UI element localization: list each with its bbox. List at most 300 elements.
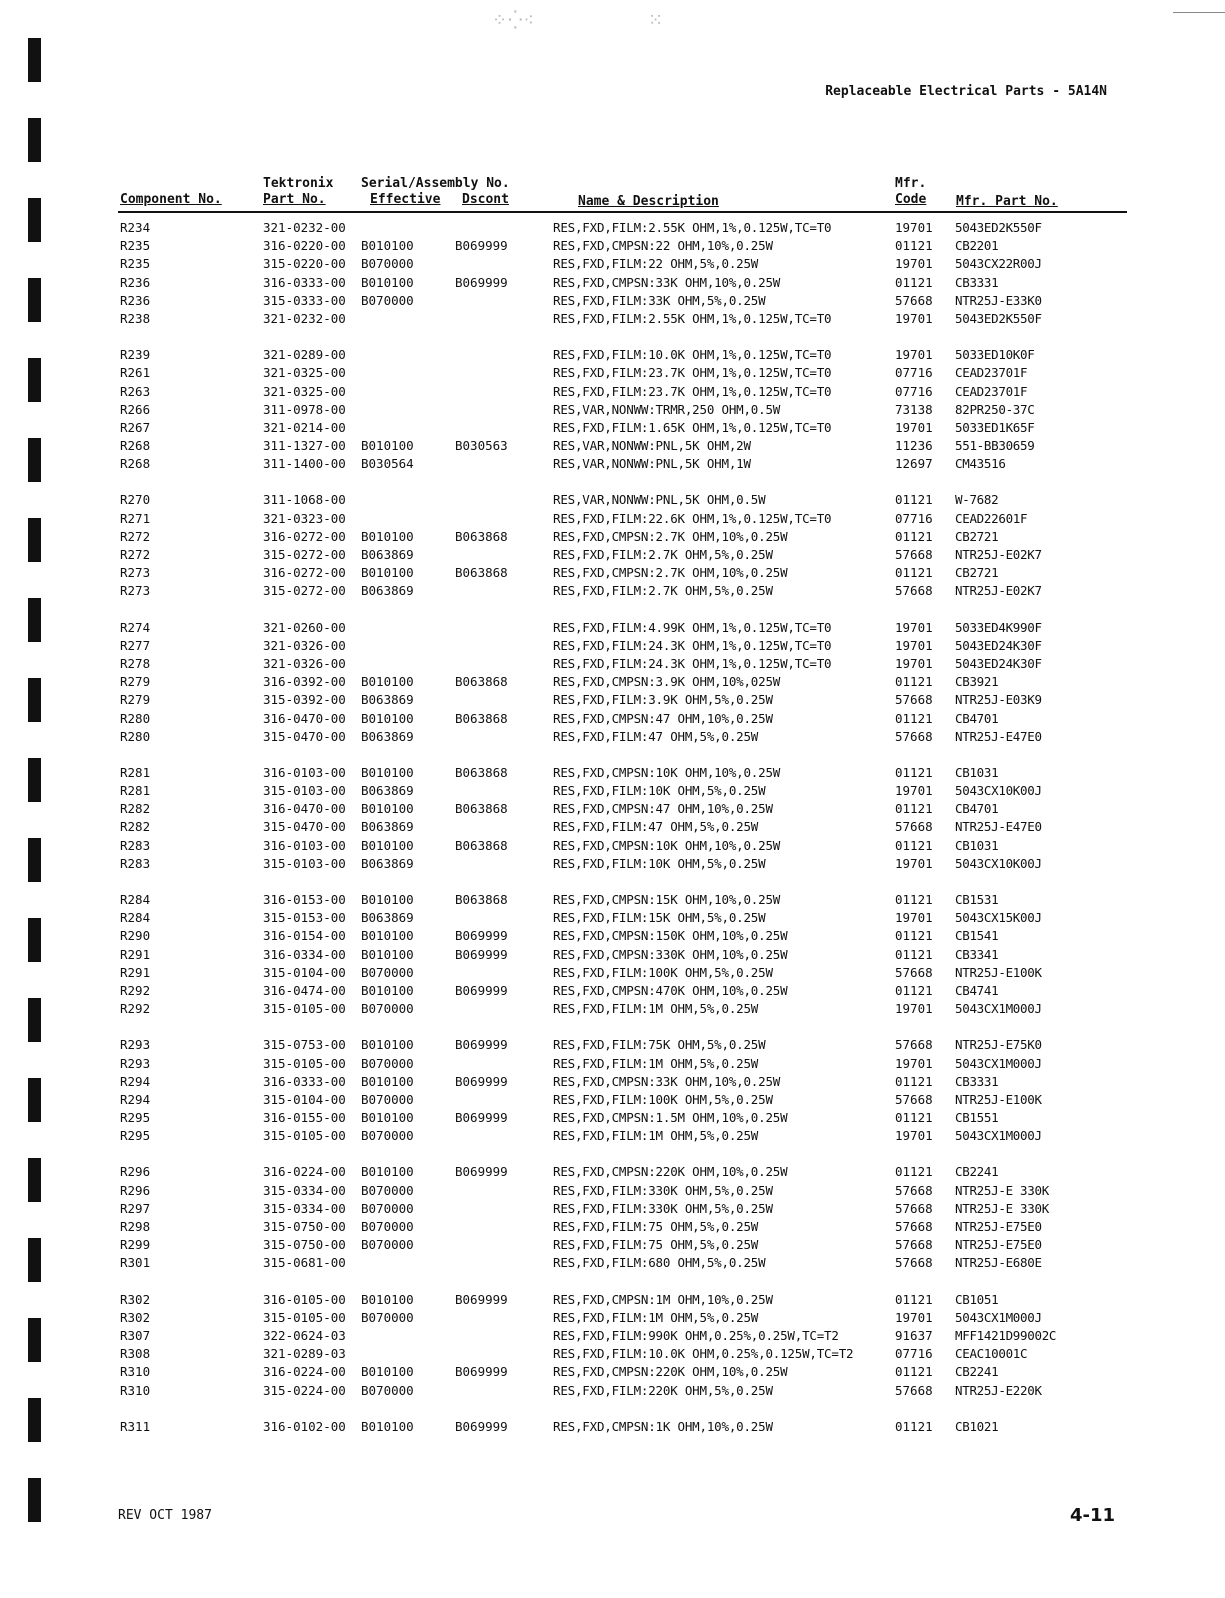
table-row — [0, 438, 1225, 456]
serial-dscont: B069999 — [455, 1073, 508, 1089]
mfr-part-no: 5043CX22R00J — [955, 256, 1042, 272]
serial-effective: B010100 — [361, 238, 414, 254]
name-description: RES,FXD,FILM:33K OHM,5%,0.25W — [553, 292, 766, 308]
mfr-code: 01121 — [895, 1110, 933, 1126]
mfr-part-no: CM43516 — [955, 456, 1006, 472]
serial-effective: B010100 — [361, 1073, 414, 1089]
table-row — [0, 1110, 1225, 1128]
mfr-part-no: CB1531 — [955, 892, 999, 907]
scan-artifact: ⁙ — [648, 10, 665, 31]
serial-effective: B070000 — [361, 292, 414, 308]
mfr-part-no: NTR25J-E02K7 — [955, 547, 1042, 562]
component-no: R296 — [120, 1182, 151, 1198]
mfr-code: 19701 — [895, 419, 933, 435]
part-no: 316-0333-00 — [263, 1073, 346, 1089]
component-no: R284 — [120, 910, 151, 926]
mfr-code: 01121 — [895, 238, 933, 254]
name-description: RES,FXD,FILM:47 OHM,5%,0.25W — [553, 819, 759, 835]
serial-dscont: B030563 — [455, 438, 508, 454]
name-description: RES,VAR,NONWW:PNL,5K OHM,0.5W — [553, 492, 766, 508]
serial-effective: B010100 — [361, 837, 414, 853]
serial-effective: B010100 — [361, 982, 414, 998]
serial-effective: B010100 — [361, 528, 414, 544]
row-group — [0, 1164, 1225, 1273]
table-row — [0, 1001, 1225, 1019]
component-no: R294 — [120, 1073, 151, 1089]
component-no: R236 — [120, 274, 151, 290]
mfr-code: 57668 — [895, 692, 933, 708]
serial-dscont: B063868 — [455, 837, 508, 853]
table-row — [0, 1328, 1225, 1346]
mfr-part-no: CB1051 — [955, 1291, 999, 1307]
mfr-code: 57668 — [895, 583, 933, 599]
name-description: RES,FXD,CMPSN:3.9K OHM,10%,025W — [553, 674, 781, 690]
mfr-part-no: CB3921 — [955, 674, 999, 690]
mfr-code: 57668 — [895, 1037, 933, 1053]
part-no: 316-0103-00 — [263, 764, 346, 780]
page-number: 4-11 — [1070, 1505, 1116, 1526]
name-description: RES,FXD,CMPSN:47 OHM,10%,0.25W — [553, 801, 773, 817]
name-description: RES,FXD,FILM:1M OHM,5%,0.25W — [553, 1128, 759, 1144]
name-description: RES,FXD,FILM:2.55K OHM,1%,0.125W,TC=T0 — [553, 310, 832, 326]
table-row — [0, 711, 1225, 729]
part-no: 316-0224-00 — [263, 1164, 346, 1180]
mfr-part-no: CB1021 — [955, 1418, 999, 1434]
parts-table — [0, 220, 1225, 1455]
name-description: RES,FXD,FILM:23.7K OHM,1%,0.125W,TC=T0 — [553, 383, 832, 399]
serial-dscont: B063868 — [455, 710, 508, 726]
part-no: 315-0220-00 — [263, 256, 346, 272]
mfr-code: 19701 — [895, 1128, 933, 1144]
table-row — [0, 656, 1225, 674]
table-row — [0, 492, 1225, 510]
component-no: R263 — [120, 383, 151, 399]
table-row — [0, 692, 1225, 710]
part-no: 315-0224-00 — [263, 1382, 346, 1398]
table-row — [0, 1092, 1225, 1110]
mfr-code: 57668 — [895, 1382, 933, 1398]
component-no: R307 — [120, 1327, 151, 1343]
row-group — [0, 492, 1225, 601]
mfr-part-no: 5043CX15K00J — [955, 910, 1042, 926]
mfr-code: 01121 — [895, 565, 933, 581]
name-description: RES,FXD,FILM:75K OHM,5%,0.25W — [553, 1037, 766, 1053]
mfr-code: 01121 — [895, 946, 933, 962]
table-row — [0, 238, 1225, 256]
name-description: RES,FXD,CMPSN:10K OHM,10%,0.25W — [553, 837, 781, 853]
name-description: RES,VAR,NONWW:TRMR,250 OHM,0.5W — [553, 401, 781, 417]
part-no: 315-0272-00 — [263, 583, 346, 599]
component-no: R235 — [120, 238, 151, 254]
name-description: RES,FXD,CMPSN:470K OHM,10%,0.25W — [553, 982, 788, 998]
component-no: R292 — [120, 982, 151, 998]
serial-dscont: B069999 — [455, 274, 508, 290]
mfr-code: 57668 — [895, 1219, 933, 1234]
name-description: RES,FXD,FILM:22 OHM,5%,0.25W — [553, 256, 759, 272]
mfr-code: 01121 — [895, 1073, 933, 1089]
serial-dscont: B063868 — [455, 674, 508, 690]
row-group — [0, 1419, 1225, 1437]
name-description: RES,FXD,FILM:10.0K OHM,1%,0.125W,TC=T0 — [553, 347, 832, 363]
table-row — [0, 620, 1225, 638]
component-no: R297 — [120, 1200, 151, 1216]
name-description: RES,FXD,FILM:100K OHM,5%,0.25W — [553, 964, 773, 980]
component-no: R310 — [120, 1364, 151, 1380]
serial-effective: B063869 — [361, 583, 414, 599]
serial-effective: B070000 — [361, 964, 414, 980]
serial-dscont: B069999 — [455, 1164, 508, 1180]
component-no: R292 — [120, 1001, 151, 1017]
component-no: R266 — [120, 401, 151, 417]
name-description: RES,FXD,CMPSN:150K OHM,10%,0.25W — [553, 928, 788, 944]
component-no: R311 — [120, 1418, 151, 1434]
revision-date: REV OCT 1987 — [118, 1508, 212, 1523]
part-no: 316-0102-00 — [263, 1418, 346, 1434]
part-no: 311-1327-00 — [263, 438, 346, 454]
mfr-code: 11236 — [895, 438, 933, 454]
mfr-code: 57668 — [895, 1200, 933, 1216]
component-no: R284 — [120, 892, 151, 907]
mfr-part-no: CB2241 — [955, 1164, 999, 1180]
table-row — [0, 1164, 1225, 1182]
table-row — [0, 1292, 1225, 1310]
serial-effective: B010100 — [361, 764, 414, 780]
mfr-part-no: 5043ED24K30F — [955, 637, 1042, 653]
mfr-code: 01121 — [895, 892, 933, 907]
scan-edge-line — [1173, 12, 1225, 13]
mfr-part-no: CB2721 — [955, 565, 999, 581]
mfr-part-no: NTR25J-E33K0 — [955, 292, 1042, 308]
mfr-code: 01121 — [895, 982, 933, 998]
serial-effective: B010100 — [361, 438, 414, 454]
mfr-code: 07716 — [895, 510, 933, 526]
serial-effective: B063869 — [361, 547, 414, 562]
table-row — [0, 347, 1225, 365]
table-row — [0, 311, 1225, 329]
name-description: RES,FXD,FILM:24.3K OHM,1%,0.125W,TC=T0 — [553, 655, 832, 671]
mfr-part-no: NTR25J-E75E0 — [955, 1237, 1042, 1253]
table-row — [0, 838, 1225, 856]
part-no: 316-0470-00 — [263, 710, 346, 726]
serial-effective: B010100 — [361, 1418, 414, 1434]
part-no: 315-0105-00 — [263, 1309, 346, 1325]
binder-mark — [28, 118, 41, 162]
name-description: RES,FXD,FILM:1M OHM,5%,0.25W — [553, 1055, 759, 1071]
table-row — [0, 384, 1225, 402]
mfr-code: 01121 — [895, 764, 933, 780]
mfr-code: 01121 — [895, 492, 933, 508]
table-row — [0, 729, 1225, 747]
name-description: RES,FXD,FILM:15K OHM,5%,0.25W — [553, 910, 766, 926]
mfr-part-no: CB3341 — [955, 946, 999, 962]
part-no: 315-0470-00 — [263, 728, 346, 744]
mfr-part-no: 5043CX1M000J — [955, 1128, 1042, 1144]
serial-effective: B063869 — [361, 692, 414, 708]
table-row — [0, 1383, 1225, 1401]
component-no: R279 — [120, 692, 151, 708]
mfr-part-no: CB3331 — [955, 274, 999, 290]
mfr-code: 19701 — [895, 1001, 933, 1017]
part-no: 316-0272-00 — [263, 565, 346, 581]
name-description: RES,FXD,FILM:4.99K OHM,1%,0.125W,TC=T0 — [553, 619, 832, 635]
mfr-part-no: 551-BB30659 — [955, 438, 1035, 454]
part-no: 315-0104-00 — [263, 1091, 346, 1107]
component-no: R299 — [120, 1237, 151, 1253]
mfr-part-no: NTR25J-E 330K — [955, 1182, 1049, 1198]
part-no: 316-0334-00 — [263, 946, 346, 962]
table-row — [0, 1219, 1225, 1237]
row-group — [0, 1292, 1225, 1401]
mfr-code: 01121 — [895, 928, 933, 944]
serial-dscont: B069999 — [455, 1110, 508, 1126]
serial-dscont: B069999 — [455, 946, 508, 962]
mfr-part-no: NTR25J-E75K0 — [955, 1037, 1042, 1053]
mfr-code: 57668 — [895, 292, 933, 308]
part-no: 321-0232-00 — [263, 310, 346, 326]
mfr-code: 01121 — [895, 528, 933, 544]
mfr-part-no: 5043CX10K00J — [955, 855, 1042, 871]
table-row — [0, 275, 1225, 293]
serial-dscont: B069999 — [455, 1418, 508, 1434]
part-no: 315-0753-00 — [263, 1037, 346, 1053]
part-no: 315-0103-00 — [263, 783, 346, 799]
col-component: Component No. — [120, 192, 222, 207]
mfr-part-no: 5043CX1M000J — [955, 1001, 1042, 1017]
table-row — [0, 420, 1225, 438]
table-row — [0, 801, 1225, 819]
mfr-part-no: 5033ED1K65F — [955, 419, 1035, 435]
mfr-part-no: CB4741 — [955, 982, 999, 998]
table-row — [0, 965, 1225, 983]
col-dscont: Dscont — [462, 192, 509, 207]
component-no: R261 — [120, 365, 151, 381]
component-no: R274 — [120, 619, 151, 635]
row-group — [0, 220, 1225, 329]
name-description: RES,FXD,FILM:2.7K OHM,5%,0.25W — [553, 583, 773, 599]
component-no: R282 — [120, 801, 151, 817]
mfr-code: 01121 — [895, 1291, 933, 1307]
mfr-part-no: 5043CX1M000J — [955, 1055, 1042, 1071]
serial-effective: B070000 — [361, 1237, 414, 1253]
part-no: 321-0326-00 — [263, 655, 346, 671]
name-description: RES,FXD,CMPSN:220K OHM,10%,0.25W — [553, 1364, 788, 1380]
col-mfr-top: Mfr. — [895, 176, 927, 191]
col-mfr-code: Code — [895, 192, 927, 207]
component-no: R280 — [120, 710, 151, 726]
mfr-part-no: CB1551 — [955, 1110, 999, 1126]
component-no: R301 — [120, 1255, 151, 1271]
component-no: R278 — [120, 655, 151, 671]
component-no: R235 — [120, 256, 151, 272]
mfr-code: 57668 — [895, 728, 933, 744]
serial-dscont: B063868 — [455, 565, 508, 581]
name-description: RES,FXD,FILM:330K OHM,5%,0.25W — [553, 1200, 773, 1216]
table-row — [0, 638, 1225, 656]
part-no: 311-1400-00 — [263, 456, 346, 472]
component-no: R282 — [120, 819, 151, 835]
mfr-code: 91637 — [895, 1327, 933, 1343]
mfr-part-no: NTR25J-E 330K — [955, 1200, 1049, 1216]
table-row — [0, 1056, 1225, 1074]
serial-dscont: B069999 — [455, 982, 508, 998]
mfr-code: 01121 — [895, 710, 933, 726]
serial-dscont: B063868 — [455, 892, 508, 907]
component-no: R293 — [120, 1037, 151, 1053]
component-no: R294 — [120, 1091, 151, 1107]
table-row — [0, 1183, 1225, 1201]
mfr-part-no: NTR25J-E100K — [955, 1091, 1042, 1107]
mfr-part-no: CB1031 — [955, 837, 999, 853]
mfr-part-no: NTR25J-E220K — [955, 1382, 1042, 1398]
mfr-part-no: 5043ED2K550F — [955, 310, 1042, 326]
component-no: R281 — [120, 764, 151, 780]
serial-effective: B063869 — [361, 819, 414, 835]
mfr-code: 01121 — [895, 1164, 933, 1180]
serial-effective: B070000 — [361, 1055, 414, 1071]
name-description: RES,FXD,CMPSN:22 OHM,10%,0.25W — [553, 238, 773, 254]
component-no: R270 — [120, 492, 151, 508]
table-row — [0, 456, 1225, 474]
mfr-code: 73138 — [895, 401, 933, 417]
component-no: R296 — [120, 1164, 151, 1180]
part-no: 316-0154-00 — [263, 928, 346, 944]
name-description: RES,FXD,FILM:23.7K OHM,1%,0.125W,TC=T0 — [553, 365, 832, 381]
serial-effective: B010100 — [361, 928, 414, 944]
component-no: R271 — [120, 510, 151, 526]
serial-effective: B063869 — [361, 910, 414, 926]
component-no: R268 — [120, 456, 151, 472]
part-no: 321-0232-00 — [263, 220, 346, 235]
component-no: R280 — [120, 728, 151, 744]
name-description: RES,FXD,FILM:100K OHM,5%,0.25W — [553, 1091, 773, 1107]
part-no: 315-0153-00 — [263, 910, 346, 926]
mfr-part-no: NTR25J-E03K9 — [955, 692, 1042, 708]
component-no: R295 — [120, 1110, 151, 1126]
serial-effective: B063869 — [361, 728, 414, 744]
mfr-part-no: CEAD23701F — [955, 365, 1028, 381]
table-row — [0, 783, 1225, 801]
serial-effective: B063869 — [361, 855, 414, 871]
table-row — [0, 1255, 1225, 1273]
serial-effective: B010100 — [361, 710, 414, 726]
serial-effective: B070000 — [361, 1309, 414, 1325]
name-description: RES,FXD,FILM:10K OHM,5%,0.25W — [553, 855, 766, 871]
table-row — [0, 1037, 1225, 1055]
part-no: 315-0105-00 — [263, 1055, 346, 1071]
table-row — [0, 1128, 1225, 1146]
mfr-code: 57668 — [895, 1182, 933, 1198]
serial-effective: B070000 — [361, 256, 414, 272]
part-no: 315-0334-00 — [263, 1182, 346, 1198]
name-description: RES,FXD,CMPSN:33K OHM,10%,0.25W — [553, 274, 781, 290]
mfr-code: 19701 — [895, 347, 933, 363]
table-row — [0, 256, 1225, 274]
name-description: RES,FXD,CMPSN:1M OHM,10%,0.25W — [553, 1291, 773, 1307]
col-part-top: Tektronix — [263, 176, 334, 191]
name-description: RES,FXD,CMPSN:10K OHM,10%,0.25W — [553, 764, 781, 780]
serial-dscont: B069999 — [455, 1291, 508, 1307]
mfr-code: 57668 — [895, 1091, 933, 1107]
name-description: RES,FXD,CMPSN:2.7K OHM,10%,0.25W — [553, 565, 788, 581]
name-description: RES,FXD,FILM:1M OHM,5%,0.25W — [553, 1001, 759, 1017]
mfr-code: 19701 — [895, 783, 933, 799]
part-no: 316-0155-00 — [263, 1110, 346, 1126]
mfr-code: 01121 — [895, 1364, 933, 1380]
serial-effective: B010100 — [361, 565, 414, 581]
serial-effective: B010100 — [361, 892, 414, 907]
part-no: 315-0105-00 — [263, 1128, 346, 1144]
component-no: R293 — [120, 1055, 151, 1071]
component-no: R272 — [120, 547, 151, 562]
table-row — [0, 529, 1225, 547]
mfr-code: 01121 — [895, 1418, 933, 1434]
name-description: RES,FXD,FILM:75 OHM,5%,0.25W — [553, 1219, 759, 1234]
table-row — [0, 1419, 1225, 1437]
part-no: 316-0272-00 — [263, 528, 346, 544]
mfr-code: 19701 — [895, 256, 933, 272]
serial-effective: B010100 — [361, 674, 414, 690]
col-mfr-part: Mfr. Part No. — [956, 194, 1058, 209]
part-no: 321-0289-03 — [263, 1346, 346, 1362]
component-no: R236 — [120, 292, 151, 308]
mfr-code: 19701 — [895, 1309, 933, 1325]
component-no: R279 — [120, 674, 151, 690]
mfr-code: 01121 — [895, 801, 933, 817]
name-description: RES,FXD,CMPSN:47 OHM,10%,0.25W — [553, 710, 773, 726]
name-description: RES,FXD,FILM:3.9K OHM,5%,0.25W — [553, 692, 773, 708]
mfr-part-no: NTR25J-E02K7 — [955, 583, 1042, 599]
table-row — [0, 947, 1225, 965]
component-no: R291 — [120, 946, 151, 962]
col-part-bottom: Part No. — [263, 192, 326, 207]
mfr-code: 19701 — [895, 310, 933, 326]
part-no: 315-0333-00 — [263, 292, 346, 308]
row-group — [0, 347, 1225, 474]
header-rule — [118, 211, 1127, 213]
part-no: 321-0325-00 — [263, 365, 346, 381]
table-row — [0, 1364, 1225, 1382]
part-no: 321-0325-00 — [263, 383, 346, 399]
mfr-part-no: CEAD22601F — [955, 510, 1028, 526]
component-no: R272 — [120, 528, 151, 544]
mfr-code: 19701 — [895, 655, 933, 671]
name-description: RES,VAR,NONWW:PNL,5K OHM,1W — [553, 456, 751, 472]
part-no: 315-0750-00 — [263, 1219, 346, 1234]
mfr-part-no: CB1031 — [955, 764, 999, 780]
mfr-code: 07716 — [895, 365, 933, 381]
table-row — [0, 1074, 1225, 1092]
name-description: RES,FXD,CMPSN:1.5M OHM,10%,0.25W — [553, 1110, 788, 1126]
serial-effective: B070000 — [361, 1219, 414, 1234]
serial-effective: B010100 — [361, 1364, 414, 1380]
part-no: 316-0333-00 — [263, 274, 346, 290]
serial-effective: B070000 — [361, 1001, 414, 1017]
mfr-part-no: 5033ED4K990F — [955, 619, 1042, 635]
component-no: R238 — [120, 310, 151, 326]
name-description: RES,FXD,FILM:2.7K OHM,5%,0.25W — [553, 547, 773, 562]
name-description: RES,FXD,CMPSN:1K OHM,10%,0.25W — [553, 1418, 773, 1434]
table-row — [0, 547, 1225, 565]
component-no: R291 — [120, 964, 151, 980]
table-row — [0, 583, 1225, 601]
name-description: RES,FXD,CMPSN:220K OHM,10%,0.25W — [553, 1164, 788, 1180]
name-description: RES,FXD,FILM:10.0K OHM,0.25%,0.125W,TC=T2 — [553, 1346, 854, 1362]
component-no: R268 — [120, 438, 151, 454]
serial-dscont: B069999 — [455, 1037, 508, 1053]
name-description: RES,FXD,CMPSN:33K OHM,10%,0.25W — [553, 1073, 781, 1089]
part-no: 322-0624-03 — [263, 1327, 346, 1343]
serial-effective: B010100 — [361, 1164, 414, 1180]
